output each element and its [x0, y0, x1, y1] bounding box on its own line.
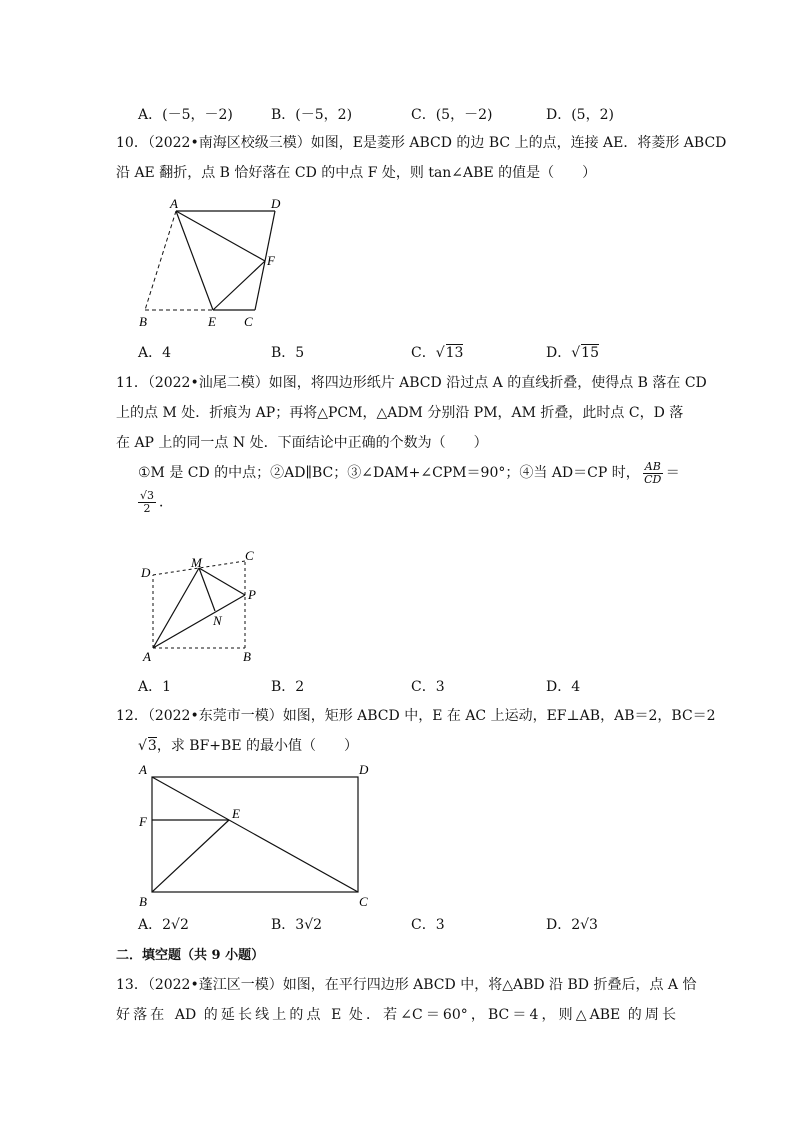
q11-edge-am — [153, 568, 199, 648]
section-2-heading: 二．填空题（共 9 小题） — [116, 948, 265, 963]
q10-label-c: C — [244, 314, 253, 329]
q10-label-b: B — [139, 314, 147, 329]
q11-edge-ap — [153, 595, 245, 648]
q10-line-2: 沿 AE 翻折，点 B 恰好落在 CD 的中点 F 处，则 tan∠ABE 的值是（ ） — [116, 165, 597, 181]
q12-label-b: B — [139, 894, 147, 909]
q12-option-a: A．2√2 — [138, 917, 189, 933]
q9-option-a: A．(－5，－2) — [138, 107, 233, 123]
q12-label-e: E — [232, 806, 240, 821]
q12-option-c: C．3 — [411, 917, 445, 933]
q10-label-f: F — [267, 253, 275, 268]
q10-dashed-ab — [145, 211, 176, 310]
q11-line-4: ①M 是 CD 的中点；②AD∥BC；③∠DAM+∠CPM＝90°；④当 AD＝CP 时， $\frac{AB}{CD}$ ＝ — [138, 459, 680, 486]
q9-option-b: B．(－5，2) — [271, 107, 353, 123]
q11-edge-mn — [199, 568, 215, 611]
q11-label-b: B — [243, 649, 251, 664]
q10-edge-ae — [176, 211, 213, 310]
q11-option-a: A．1 — [138, 679, 172, 695]
q12-label-d: D — [359, 762, 369, 777]
q12-line-1: 12．（2022•东莞市一模）如图，矩形 ABCD 中，E 在 AC 上运动，EF⊥AB，AB＝2，BC＝2 — [116, 708, 716, 724]
q11-label-d: D — [141, 565, 151, 580]
q11-line-2: 上的点 M 处．折痕为 AP；再将△PCM，△ADM 分别沿 PM，AM 折叠，此时点 C，D 落 — [116, 405, 684, 421]
q11-options — [138, 676, 738, 696]
q11-option-d: D．4 — [546, 679, 581, 695]
question-12 — [116, 701, 716, 761]
q10-label-e: E — [208, 314, 216, 329]
question-11 — [116, 368, 707, 515]
q9-option-d: D．(5，2) — [546, 107, 614, 123]
q10-option-d: D．√15 — [546, 345, 599, 361]
q10-option-a: A．4 — [138, 345, 172, 361]
q10-figure — [130, 192, 300, 332]
q11-label-p: P — [248, 587, 256, 602]
q11-line-5: $\frac{√3}{2}$ ． — [140, 489, 174, 515]
q12-line-2: √3，求 BF+BE 的最小值（ ） — [138, 738, 358, 754]
q11-label-m: M — [191, 555, 202, 570]
q10-label-d: D — [271, 196, 281, 211]
q12-figure — [135, 760, 375, 910]
q12-option-d: D．2√3 — [546, 917, 598, 933]
q12-label-c: C — [359, 894, 368, 909]
q12-options — [138, 914, 738, 934]
question-10 — [116, 128, 727, 188]
q9-options — [138, 104, 738, 124]
q12-diagonal-ac — [152, 777, 358, 892]
q11-fraction: $\frac{AB}{CD}$ — [644, 459, 662, 486]
q12-segment-be — [152, 820, 229, 892]
q12-label-a: A — [139, 762, 147, 777]
question-13 — [116, 970, 697, 1030]
q12-option-b: B．3√2 — [271, 917, 323, 933]
q11-option-c: C．3 — [411, 679, 445, 695]
q11-line-1: 11．（2022•汕尾二模）如图，将四边形纸片 ABCD 沿过点 A 的直线折叠，使得点 B 落在 CD — [116, 375, 707, 391]
q12-label-f: F — [139, 814, 147, 829]
q11-edge-mp — [199, 568, 245, 595]
q10-edge-af — [176, 211, 265, 261]
q9-option-c: C．(5，－2) — [411, 107, 493, 123]
q11-line-3: 在 AP 上的同一点 N 处．下面结论中正确的个数为（ ） — [116, 435, 488, 451]
q10-options — [138, 342, 738, 362]
q10-line-1: 10．（2022•南海区校级三模）如图，E是菱形 ABCD 的边 BC 上的点，连接 AE．将菱形 ABCD — [116, 135, 727, 151]
q13-line-1: 13．（2022•蓬江区一模）如图，在平行四边形 ABCD 中，将△ABD 沿 BD 折叠后，点 A 恰 — [116, 977, 697, 993]
q11-label-c: C — [245, 548, 254, 563]
q11-label-n: N — [213, 613, 222, 628]
q10-label-a: A — [170, 196, 178, 211]
q11-label-a: A — [143, 649, 151, 664]
q10-option-b: B．5 — [271, 345, 305, 361]
q10-option-c: C．√13 — [411, 345, 464, 361]
q10-edge-ef — [213, 261, 265, 310]
q11-figure — [135, 545, 275, 670]
q13-line-2: 好落在 AD 的延长线上的点 E 处．若∠C＝60°，BC＝4，则△ABE 的周长 — [116, 1007, 676, 1023]
q11-option-b: B．2 — [271, 679, 305, 695]
